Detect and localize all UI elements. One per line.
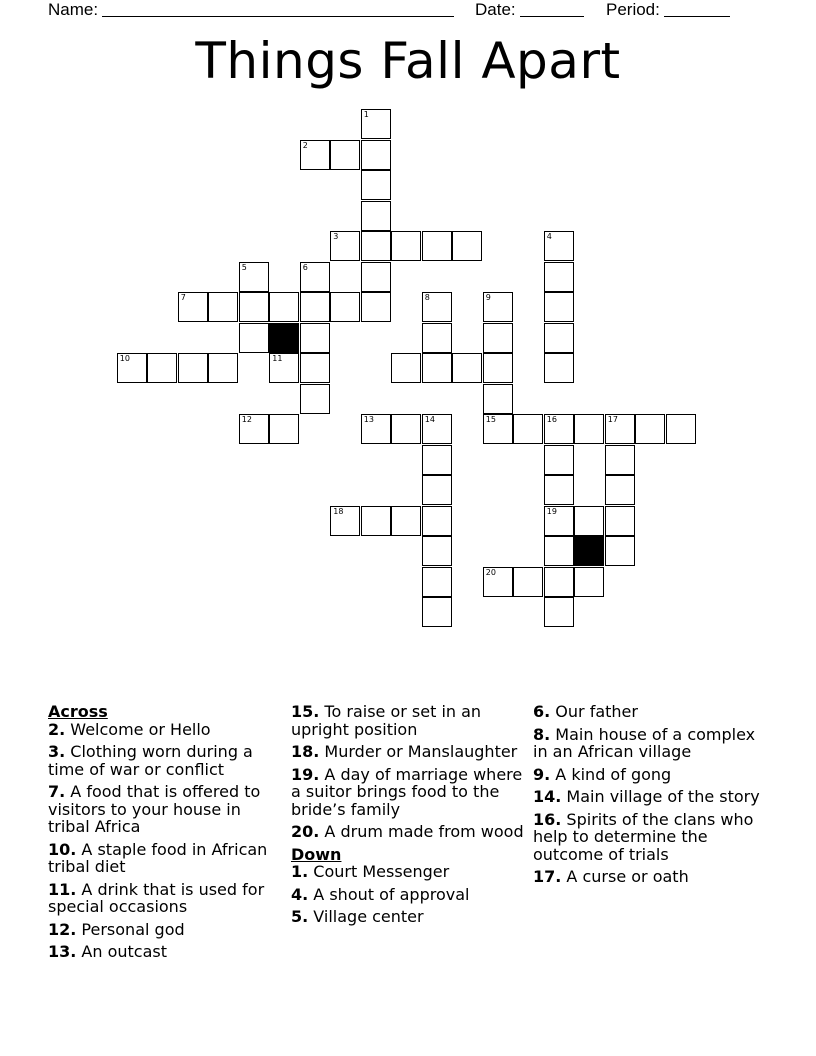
crossword-cell[interactable] bbox=[300, 323, 330, 353]
down-clue bbox=[533, 726, 773, 761]
clue-number: 18 bbox=[333, 506, 344, 516]
crossword-cell[interactable] bbox=[422, 567, 452, 597]
period-line[interactable] bbox=[664, 0, 730, 17]
crossword-cell[interactable] bbox=[574, 506, 604, 536]
crossword-cell[interactable] bbox=[483, 384, 513, 414]
across-clue bbox=[291, 766, 527, 819]
crossword-cell[interactable] bbox=[361, 292, 391, 322]
crossword-cell[interactable] bbox=[483, 567, 513, 597]
clue-number: 10 bbox=[119, 354, 130, 364]
crossword-cell[interactable] bbox=[361, 231, 391, 261]
clue-text: Personal god bbox=[76, 919, 185, 939]
clue-text: Murder or Manslaughter bbox=[319, 742, 518, 761]
crossword-cell[interactable] bbox=[483, 414, 513, 444]
crossword-cell[interactable] bbox=[391, 506, 421, 536]
crossword-cell[interactable] bbox=[300, 140, 330, 170]
crossword-cell[interactable] bbox=[208, 353, 238, 383]
crossword-cell[interactable] bbox=[574, 567, 604, 597]
crossword-cell[interactable] bbox=[117, 353, 147, 383]
crossword-cell[interactable] bbox=[391, 353, 421, 383]
clue-text: Court Messenger bbox=[308, 862, 450, 881]
crossword-cell[interactable] bbox=[300, 292, 330, 322]
crossword-cell[interactable] bbox=[544, 506, 574, 536]
clues-column-1 bbox=[48, 703, 280, 966]
crossword-cell[interactable] bbox=[544, 353, 574, 383]
across-clue bbox=[48, 783, 280, 836]
clue-number: 16 bbox=[546, 415, 557, 425]
date-field[interactable] bbox=[475, 0, 584, 20]
clue-num: 19. bbox=[291, 764, 320, 784]
crossword-cell[interactable] bbox=[239, 262, 269, 292]
clue-num: 14. bbox=[533, 787, 562, 806]
crossword-cell[interactable] bbox=[605, 475, 635, 505]
crossword-cell[interactable] bbox=[269, 292, 299, 322]
crossword-cell[interactable] bbox=[361, 170, 391, 200]
clue-text: Main village of the story bbox=[561, 787, 760, 806]
crossword-cell[interactable] bbox=[605, 536, 635, 566]
crossword-cell[interactable] bbox=[544, 262, 574, 292]
clue-number: 11 bbox=[272, 354, 283, 364]
clue-number: 17 bbox=[607, 415, 618, 425]
clue-number: 5 bbox=[241, 262, 247, 272]
clue-num: 10. bbox=[48, 839, 77, 859]
clue-number: 19 bbox=[546, 506, 557, 516]
crossword-cell[interactable] bbox=[422, 323, 452, 353]
clue-num: 3. bbox=[48, 742, 66, 761]
crossword-cell[interactable] bbox=[239, 323, 269, 353]
crossword-cell[interactable] bbox=[544, 231, 574, 261]
crossword-cell[interactable] bbox=[300, 353, 330, 383]
clue-number: 1 bbox=[363, 110, 369, 120]
crossword-cell[interactable] bbox=[666, 414, 696, 444]
crossword-cell[interactable] bbox=[544, 323, 574, 353]
crossword-cell[interactable] bbox=[300, 384, 330, 414]
down-clue bbox=[533, 788, 773, 806]
across-clue bbox=[48, 921, 280, 939]
clue-text: Main house of a complex in an African village bbox=[533, 724, 756, 761]
crossword-cell[interactable] bbox=[361, 109, 391, 139]
down-clue bbox=[533, 703, 773, 721]
down-clue bbox=[291, 863, 527, 881]
clue-text: A curse or oath bbox=[561, 867, 689, 886]
clue-num: 4. bbox=[291, 884, 309, 904]
crossword-cell[interactable] bbox=[422, 597, 452, 627]
clue-num: 20. bbox=[291, 822, 320, 841]
clues-column-3 bbox=[533, 703, 773, 891]
crossword-cell[interactable] bbox=[605, 445, 635, 475]
clues-column-2 bbox=[291, 703, 527, 931]
crossword-cell[interactable] bbox=[513, 567, 543, 597]
clue-text: To raise or set in an upright position bbox=[291, 702, 482, 739]
name-line[interactable] bbox=[102, 0, 454, 17]
clue-num: 15. bbox=[291, 702, 320, 721]
date-line[interactable] bbox=[520, 0, 584, 17]
puzzle-title: Things Fall Apart bbox=[195, 32, 621, 90]
clue-number: 8 bbox=[424, 293, 430, 303]
crossword-cell[interactable] bbox=[422, 445, 452, 475]
crossword-cell[interactable] bbox=[330, 506, 360, 536]
crossword-cell[interactable] bbox=[452, 231, 482, 261]
crossword-cell[interactable] bbox=[330, 292, 360, 322]
name-field[interactable] bbox=[48, 0, 454, 20]
clue-num: 2. bbox=[48, 719, 66, 739]
crossword-cell[interactable] bbox=[544, 414, 574, 444]
across-clue bbox=[48, 721, 280, 739]
clue-number: 6 bbox=[302, 262, 308, 272]
crossword-cell[interactable] bbox=[391, 414, 421, 444]
down-clue bbox=[291, 886, 527, 904]
clue-text: An outcast bbox=[76, 942, 168, 961]
crossword-cell[interactable] bbox=[483, 323, 513, 353]
crossword-cell[interactable] bbox=[361, 506, 391, 536]
clue-num: 16. bbox=[533, 809, 562, 829]
crossword-cell[interactable] bbox=[269, 353, 299, 383]
clue-number: 20 bbox=[485, 567, 496, 577]
clue-number: 14 bbox=[424, 415, 435, 425]
crossword-cell[interactable] bbox=[361, 140, 391, 170]
across-clue bbox=[291, 823, 527, 841]
crossword-cell[interactable] bbox=[361, 414, 391, 444]
crossword-cell[interactable] bbox=[513, 414, 543, 444]
clue-num: 12. bbox=[48, 919, 77, 939]
clue-text: A day of marriage where a suitor brings food to the bride’s family bbox=[291, 764, 523, 819]
clue-number: 15 bbox=[485, 415, 496, 425]
name-label: Name: bbox=[48, 0, 99, 19]
down-clue bbox=[533, 868, 773, 886]
crossword-cell[interactable] bbox=[544, 536, 574, 566]
clue-num: 5. bbox=[291, 907, 309, 926]
clue-num: 18. bbox=[291, 742, 320, 761]
clue-text: Welcome or Hello bbox=[65, 719, 211, 739]
clue-num: 7. bbox=[48, 782, 66, 801]
clue-number: 3 bbox=[333, 232, 339, 242]
clue-text: Our father bbox=[550, 702, 638, 721]
crossword-cell[interactable] bbox=[483, 292, 513, 322]
clue-number: 2 bbox=[302, 140, 308, 150]
crossword-cell[interactable] bbox=[422, 292, 452, 322]
period-label: Period: bbox=[606, 0, 660, 19]
down-clue bbox=[291, 908, 527, 926]
clue-text: Clothing worn during a time of war or conflict bbox=[48, 742, 253, 779]
clue-text: Village center bbox=[308, 907, 424, 926]
clue-number: 13 bbox=[363, 415, 374, 425]
crossword-cell[interactable] bbox=[422, 231, 452, 261]
crossword-cell[interactable] bbox=[239, 414, 269, 444]
crossword-cell[interactable] bbox=[361, 262, 391, 292]
clue-text: A food that is offered to visitors to your house in tribal Africa bbox=[48, 782, 261, 836]
down-heading: Down bbox=[291, 844, 342, 864]
across-clue bbox=[48, 881, 280, 916]
crossword-cell[interactable] bbox=[544, 475, 574, 505]
down-clue bbox=[533, 766, 773, 784]
black-cell bbox=[574, 536, 604, 566]
crossword-cell[interactable] bbox=[391, 231, 421, 261]
across-clue bbox=[291, 703, 527, 738]
across-clue bbox=[48, 743, 280, 778]
crossword-cell[interactable] bbox=[361, 201, 391, 231]
clue-text: A staple food in African tribal diet bbox=[48, 839, 268, 876]
crossword-cell[interactable] bbox=[269, 414, 299, 444]
clue-num: 8. bbox=[533, 724, 551, 744]
clue-num: 6. bbox=[533, 702, 551, 721]
crossword-cell[interactable] bbox=[422, 536, 452, 566]
crossword-cell[interactable] bbox=[178, 292, 208, 322]
crossword-cell[interactable] bbox=[178, 353, 208, 383]
crossword-cell[interactable] bbox=[208, 292, 238, 322]
crossword-cell[interactable] bbox=[422, 414, 452, 444]
across-clue bbox=[48, 841, 280, 876]
crossword-cell[interactable] bbox=[605, 506, 635, 536]
clue-number: 7 bbox=[180, 293, 186, 303]
crossword-cell[interactable] bbox=[544, 567, 574, 597]
crossword-cell[interactable] bbox=[300, 262, 330, 292]
clue-num: 1. bbox=[291, 862, 309, 881]
crossword-cell[interactable] bbox=[483, 353, 513, 383]
clue-number: 4 bbox=[546, 232, 552, 242]
crossword-cell[interactable] bbox=[330, 231, 360, 261]
crossword-cell[interactable] bbox=[635, 414, 665, 444]
clue-text: Spirits of the clans who help to determine the outcome of trials bbox=[533, 809, 754, 864]
across-clue bbox=[48, 943, 280, 961]
date-label: Date: bbox=[475, 0, 516, 19]
across-heading: Across bbox=[48, 702, 108, 721]
crossword-cell[interactable] bbox=[422, 475, 452, 505]
clue-num: 9. bbox=[533, 764, 551, 784]
crossword-cell[interactable] bbox=[544, 292, 574, 322]
crossword-cell[interactable] bbox=[605, 414, 635, 444]
across-clue bbox=[291, 743, 527, 761]
clue-num: 13. bbox=[48, 942, 77, 961]
crossword-cell[interactable] bbox=[422, 506, 452, 536]
clue-num: 11. bbox=[48, 879, 77, 899]
clue-number: 12 bbox=[241, 415, 252, 425]
crossword-cell[interactable] bbox=[147, 353, 177, 383]
crossword-cell[interactable] bbox=[544, 445, 574, 475]
period-field[interactable] bbox=[606, 0, 730, 20]
crossword-cell[interactable] bbox=[544, 597, 574, 627]
clue-text: A drum made from wood bbox=[319, 822, 524, 841]
clue-text: A kind of gong bbox=[550, 764, 672, 784]
crossword-cell[interactable] bbox=[239, 292, 269, 322]
crossword-cell[interactable] bbox=[422, 353, 452, 383]
clue-text: A shout of approval bbox=[308, 884, 470, 904]
crossword-cell[interactable] bbox=[452, 353, 482, 383]
clue-number: 9 bbox=[485, 293, 491, 303]
down-clue bbox=[533, 811, 773, 864]
crossword-cell[interactable] bbox=[574, 414, 604, 444]
clue-text: A drink that is used for special occasions bbox=[48, 879, 265, 916]
black-cell bbox=[269, 323, 299, 353]
clue-num: 17. bbox=[533, 867, 562, 886]
crossword-cell[interactable] bbox=[330, 140, 360, 170]
